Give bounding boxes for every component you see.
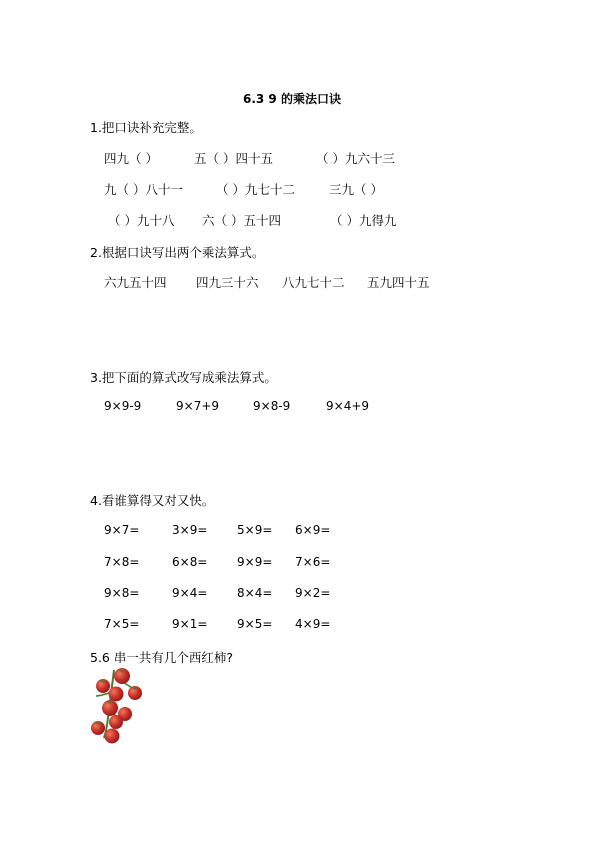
q4-item: 3×9= [172, 523, 208, 537]
q3-prompt: 3.把下面的算式改写成乘法算式。 [90, 370, 277, 385]
q4-row-2 [0, 555, 595, 569]
q2-item: 五九四十五 [367, 275, 430, 290]
q4-item: 9×4= [172, 586, 208, 600]
q3-item: 9×4+9 [326, 399, 370, 413]
q4-row-4 [0, 617, 595, 631]
q4-item: 9×1= [172, 617, 208, 631]
q4-item: 9×7= [104, 523, 140, 537]
q2-item: 八九七十二 [282, 275, 345, 290]
q2-prompt: 2.根据口诀写出两个乘法算式。 [90, 245, 265, 260]
q2-item: 六九五十四 [104, 275, 167, 290]
q4-prompt: 4.看谁算得又对又快。 [90, 493, 215, 508]
q4-item: 7×5= [104, 617, 140, 631]
q4-item: 7×8= [104, 555, 140, 569]
q4-item: 6×8= [172, 555, 208, 569]
q1-item: 四九（ ） [104, 151, 158, 166]
q1-item: 三九（ ） [329, 182, 383, 197]
q3-item: 9×7+9 [176, 399, 220, 413]
q3-item: 9×9-9 [104, 399, 142, 413]
q4-item: 9×5= [237, 617, 273, 631]
q4-row-1 [0, 523, 595, 537]
q1-item: （ ）九七十二 [216, 182, 295, 197]
q1-item: 六（ ）五十四 [202, 213, 281, 228]
tomato-cluster-image [86, 666, 148, 746]
q4-item: 4×9= [295, 617, 331, 631]
q2-item: 四九三十六 [196, 275, 259, 290]
q1-item: （ ）九六十三 [316, 151, 395, 166]
q5-prompt: 5.6 串一共有几个西红柿? [90, 650, 233, 665]
q4-item: 5×9= [237, 523, 273, 537]
q4-item: 7×6= [295, 555, 331, 569]
q4-item: 6×9= [295, 523, 331, 537]
q4-item: 9×2= [295, 586, 331, 600]
page-title: 6.3 9 的乘法口诀 [243, 92, 341, 106]
q1-item: （ ）九十八 [108, 213, 175, 228]
q1-item: 五（ ）四十五 [194, 151, 273, 166]
q4-item: 9×8= [104, 586, 140, 600]
q4-item: 9×9= [237, 555, 273, 569]
q4-item: 8×4= [237, 586, 273, 600]
q3-item: 9×8-9 [253, 399, 291, 413]
q1-item: 九（ ）八十一 [104, 182, 183, 197]
q4-row-3 [0, 586, 595, 600]
q1-item: （ ）九得九 [330, 213, 397, 228]
q1-prompt: 1.把口诀补充完整。 [90, 120, 202, 135]
